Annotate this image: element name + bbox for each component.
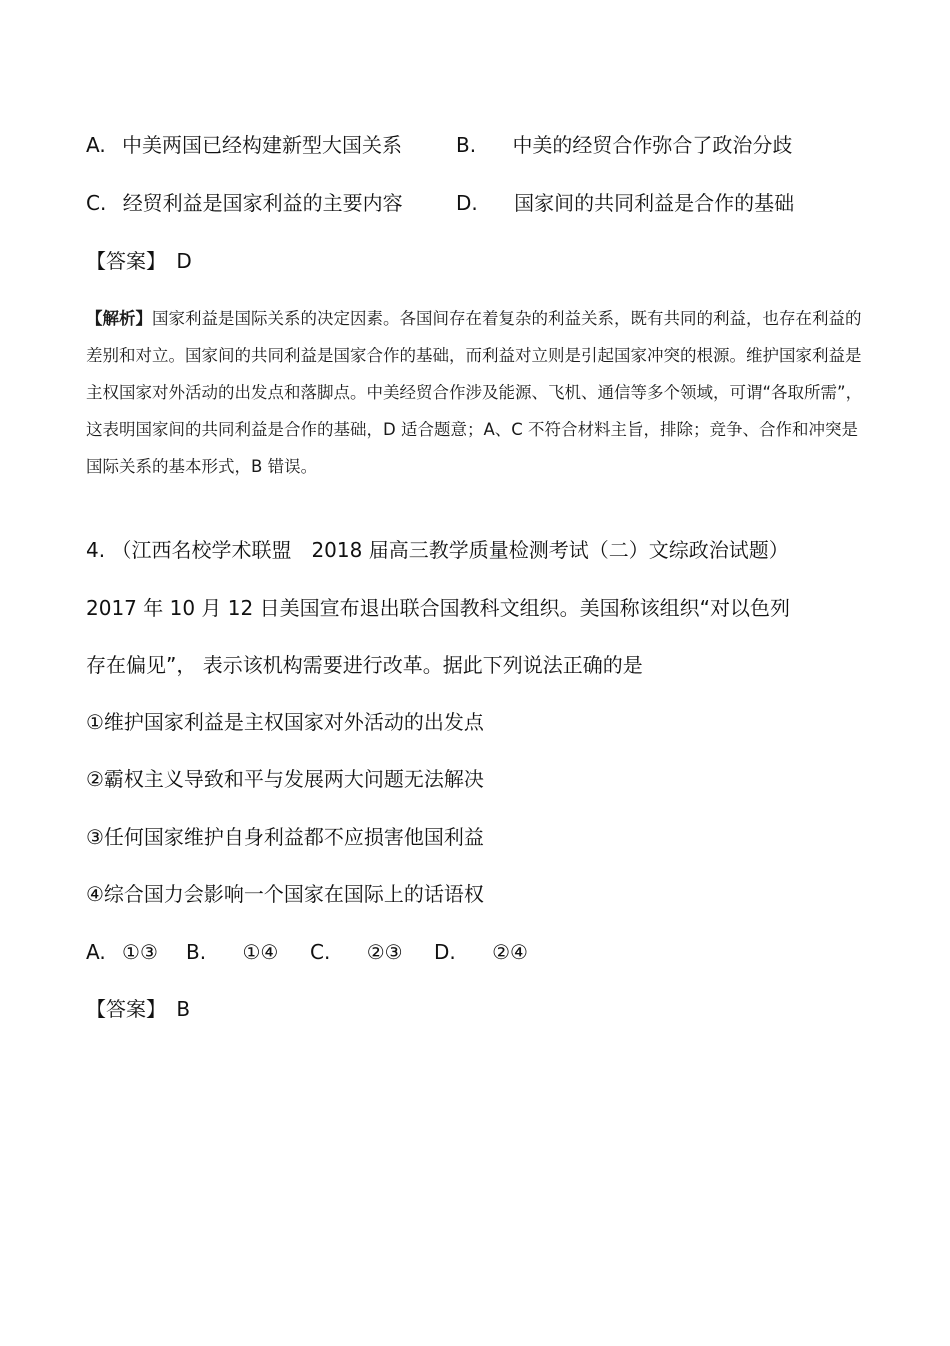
option-text: ①④ [242,940,279,964]
option-text: ②③ [366,940,403,964]
q4-answer [86,995,190,1023]
option-text: ①③ [122,940,158,964]
q4-header: 4. （江西名校学术联盟 2018 届高三教学质量检测考试（二）文综政治试题） [86,538,789,562]
option-text: 国家间的共同利益是合作的基础 [514,191,795,215]
q4-item-3: ③任何国家维护自身利益都不应损害他国利益 [86,825,484,849]
q3-answer [86,247,192,275]
option-text: 中美的经贸合作弥合了政治分歧 [512,133,793,157]
q4-option-a [86,938,158,966]
q3-option-a [86,131,402,159]
option-letter: B. [186,940,207,964]
option-text: ②④ [492,940,528,964]
q3-option-d [456,189,794,217]
option-letter: D. [434,940,456,964]
answer-label: 【答案】 [86,997,166,1021]
q3-option-b [456,131,792,159]
option-letter: C. [310,940,331,964]
option-text: 经贸利益是国家利益的主要内容 [122,191,403,215]
q4-option-b [186,938,278,966]
option-letter: D. [456,191,478,215]
q4-option-d [434,938,528,966]
analysis-tag: 【解析】 [86,309,152,328]
option-letter: B. [456,133,477,157]
answer-value: D [176,249,192,273]
q3-option-c [86,189,403,217]
q4-stem-line-2: 存在偏见”， 表示该机构需要进行改革。据此下列说法正确的是 [86,653,643,677]
answer-label: 【答案】 [86,249,166,273]
q4-item-4: ④综合国力会影响一个国家在国际上的话语权 [86,882,484,906]
q4-option-c [310,938,403,966]
analysis-text: 国家利益是国际关系的决定因素。各国间存在着复杂的利益关系，既有共同的利益，也存在利益的差别和对立。国家间的共同利益是国家合作的基础，而利益对立则是引起国家冲突的根源。维护国家利益是主权国家对外活动的出发点和落脚点。中美经贸合作涉及能源、飞机、通信等多个领域，可谓“各取所需”，这表明国家间的共同利益是合作的基础，D 适合题意；A、C 不符合材料主旨，排除；竞争、合作和冲突是国际关系的基本形式，B 错误。 [86,309,863,476]
q4-item-2: ②霸权主义导致和平与发展两大问题无法解决 [86,767,484,791]
option-letter: A. [86,940,106,964]
option-letter: C. [86,191,107,215]
q3-analysis [86,300,866,485]
answer-value: B [176,997,191,1021]
q4-item-1: ①维护国家利益是主权国家对外活动的出发点 [86,710,484,734]
option-text: 中美两国已经构建新型大国关系 [122,133,403,157]
option-letter: A. [86,133,106,157]
q4-stem-line-1: 2017 年 10 月 12 日美国宣布退出联合国教科文组织。美国称该组织“对以色列 [86,596,790,620]
